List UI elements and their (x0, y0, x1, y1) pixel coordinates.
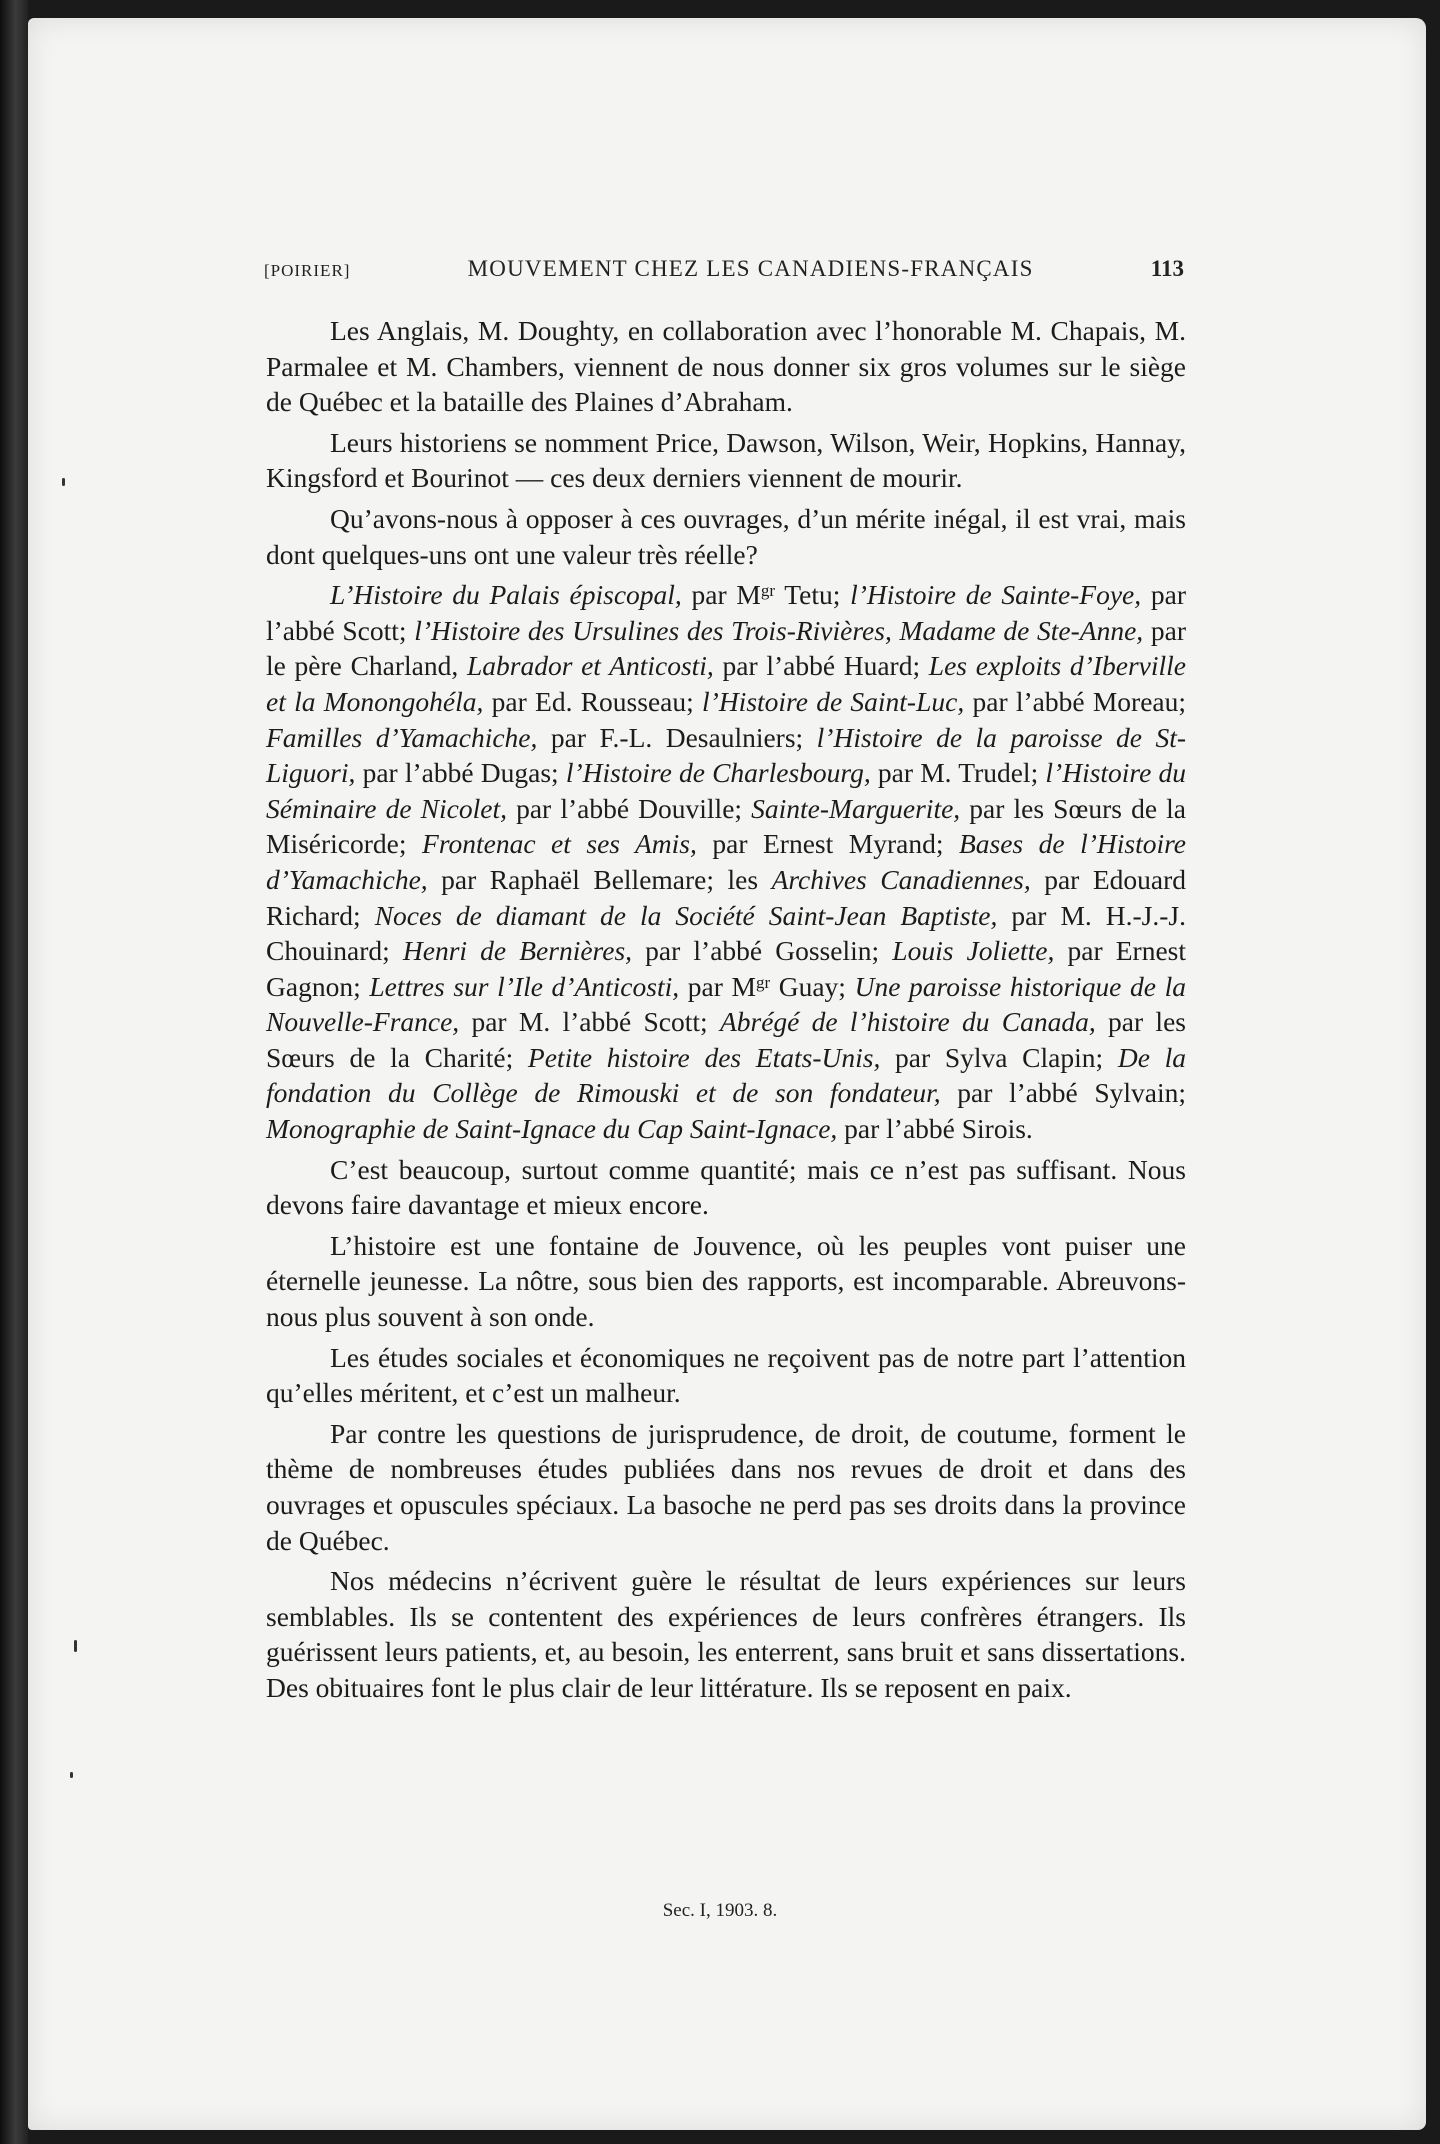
book-title: Petite histoire des Etats-Unis, (527, 1041, 881, 1073)
text-run: Les Anglais, M. Doughty, en collaboration avec l’honorable M. Chapais, M. Parmalee et M. Chambers, viennent de nous donner six gros volumes sur le siège de Québec et la bataille des Plaines d’Abraham. (266, 315, 1186, 418)
text-run: Tetu; (775, 579, 851, 611)
superscript: gr (755, 972, 771, 992)
book-title: Labrador et Anticosti, (466, 650, 714, 682)
text-run: par Raphaël Bellemare; les (427, 863, 772, 895)
text-run: par le père Charland, (266, 614, 1186, 682)
book-title: l’Histoire de Saint-Luc, (702, 685, 965, 717)
text-run: par l’abbé Sirois. (837, 1113, 1033, 1145)
text-run: par les Sœurs de la Charité; (266, 1006, 1186, 1073)
margin-mark (74, 1640, 77, 1652)
author-tag: [POIRIER] (264, 261, 351, 280)
text-run: par M. H.-J.-J. Chouinard; (266, 899, 1186, 967)
text-run: par l’abbé Gosselin; (632, 935, 893, 967)
text-run: L’histoire est une fontaine de Jouvence, où les peuples vont puiser une éternelle jeunesse. La nôtre, sous bien des rapports, est incomparable. Abreuvons-nous plus souvent à son onde. (266, 1229, 1186, 1333)
book-title: L’Histoire du Palais épiscopal, (330, 579, 682, 611)
signature-mark: Sec. I, 1903. 8. (662, 1900, 778, 1921)
book-title: Noces de diamant de la Société Saint-Jean Baptiste, (374, 899, 998, 931)
text-run: par F.-L. Desaulniers; (537, 721, 817, 753)
paragraph (266, 1340, 1186, 1411)
text-run: par l’abbé Scott; (266, 579, 1186, 646)
paragraph (266, 1416, 1186, 1558)
running-header (264, 256, 1184, 282)
paragraph (266, 501, 1186, 572)
book-title: l’Histoire de Sainte-Foye, (850, 579, 1142, 611)
book-title: Monographie de Saint-Ignace du Cap Saint-Ignace, (266, 1113, 838, 1145)
text-run: C’est beaucoup, surtout comme quantité; mais ce n’est pas suffisant. Nous devons faire davantage et mieux encore. (266, 1153, 1186, 1221)
book-title: Sainte-Marguerite, (751, 792, 961, 824)
paragraph (266, 1563, 1186, 1705)
book-title: Les exploits d’Iberville et la Monongohéla, (266, 650, 1186, 717)
book-title: l’Histoire de Charlesbourg, (565, 757, 871, 789)
text-run: par Ed. Rousseau; (483, 685, 703, 717)
book-title: Une paroisse historique de la Nouvelle-France, (266, 970, 1186, 1038)
text-run: Nos médecins n’écrivent guère le résultat de leurs expériences sur leurs semblables. Ils se contentent des expériences de leurs confrères étrangers. Ils guérissent leurs patients, et, au besoin, les enterrent, sans bruit et sans dissertations. Des obituaires font le plus clair de leur littérature. Ils se reposent en paix. (266, 1565, 1186, 1703)
text-run: par l’abbé Dugas; (355, 757, 566, 789)
book-title: Henri de Bernières, (402, 935, 633, 967)
paragraph (266, 313, 1186, 420)
text-run: par Ernest Myrand; (696, 828, 959, 860)
text-run: par l’abbé Sylvain; (940, 1077, 1187, 1109)
book-title: l’Histoire des Ursulines des Trois-Rivières, Madame de Ste-Anne, (414, 614, 1144, 646)
text-run: par Edouard Richard; (266, 863, 1187, 931)
text-run: par l’abbé Huard; (713, 650, 929, 682)
superscript: gr (760, 581, 775, 601)
text-run: Guay; (770, 970, 855, 1002)
paragraph (266, 425, 1186, 496)
book-title: Louis Joliette, (892, 935, 1055, 967)
page-number: 113 (1150, 256, 1184, 281)
text-run: par M. l’abbé Scott; (459, 1006, 720, 1038)
text-run: Leurs historiens se nomment Price, Dawson, Wilson, Weir, Hopkins, Hannay, Kingsford et Bourinot — ces deux derniers viennent de mourir. (266, 426, 1186, 494)
book-title: Bases de l’Histoire d’Yamachiche, (266, 828, 1186, 895)
text-run: par M. Trudel; (870, 757, 1046, 789)
paragraph (266, 1152, 1186, 1223)
text-run: par l’abbé Douville; (506, 792, 752, 824)
running-title: MOUVEMENT CHEZ LES CANADIENS-FRANÇAIS (467, 256, 1034, 281)
text-run: par Sylva Clapin; (880, 1041, 1118, 1073)
margin-mark (70, 1772, 73, 1778)
text-run: par l’abbé Moreau; (964, 685, 1186, 717)
paragraph (266, 1228, 1186, 1335)
text-run: Qu’avons-nous à opposer à ces ouvrages, d’un mérite inégal, il est vrai, mais dont quelques-uns ont une valeur très réelle? (266, 502, 1186, 570)
book-title: Frontenac et ses Amis, (422, 828, 697, 860)
text-run: Les études sociales et économiques ne reçoivent pas de notre part l’attention qu’elles méritent, et c’est un malheur. (266, 1341, 1186, 1409)
margin-mark (62, 478, 65, 486)
book-title: Archives Canadiennes, (771, 863, 1031, 895)
text-run: par M (681, 579, 761, 611)
book-title: l’Histoire de la paroisse de St-Liguori, (266, 721, 1186, 789)
text-run: par M (679, 970, 756, 1002)
book-title: De la fondation du Collège de Rimouski et de son fondateur, (266, 1041, 1186, 1109)
text-run: par Ernest Gagnon; (266, 935, 1186, 1002)
book-title: Familles d’Yamachiche, (266, 721, 538, 753)
scan-left-edge (0, 0, 28, 2144)
book-title: Lettres sur l’Ile d’Anticosti, (369, 970, 680, 1002)
body-text (266, 313, 1186, 1711)
book-title: l’Histoire du Séminaire de Nicolet, (266, 757, 1187, 824)
text-run: Par contre les questions de jurisprudence, de droit, de coutume, forment le thème de nombreuses études publiées dans nos revues de droit et dans des ouvrages et opuscules spéciaux. La basoche ne perd pas ses droits dans la province de Québec. (266, 1417, 1186, 1556)
paragraph (266, 577, 1186, 1147)
book-title: Abrégé de l’histoire du Canada, (719, 1006, 1096, 1038)
text-run: par les Sœurs de la Miséricorde; (266, 792, 1186, 860)
